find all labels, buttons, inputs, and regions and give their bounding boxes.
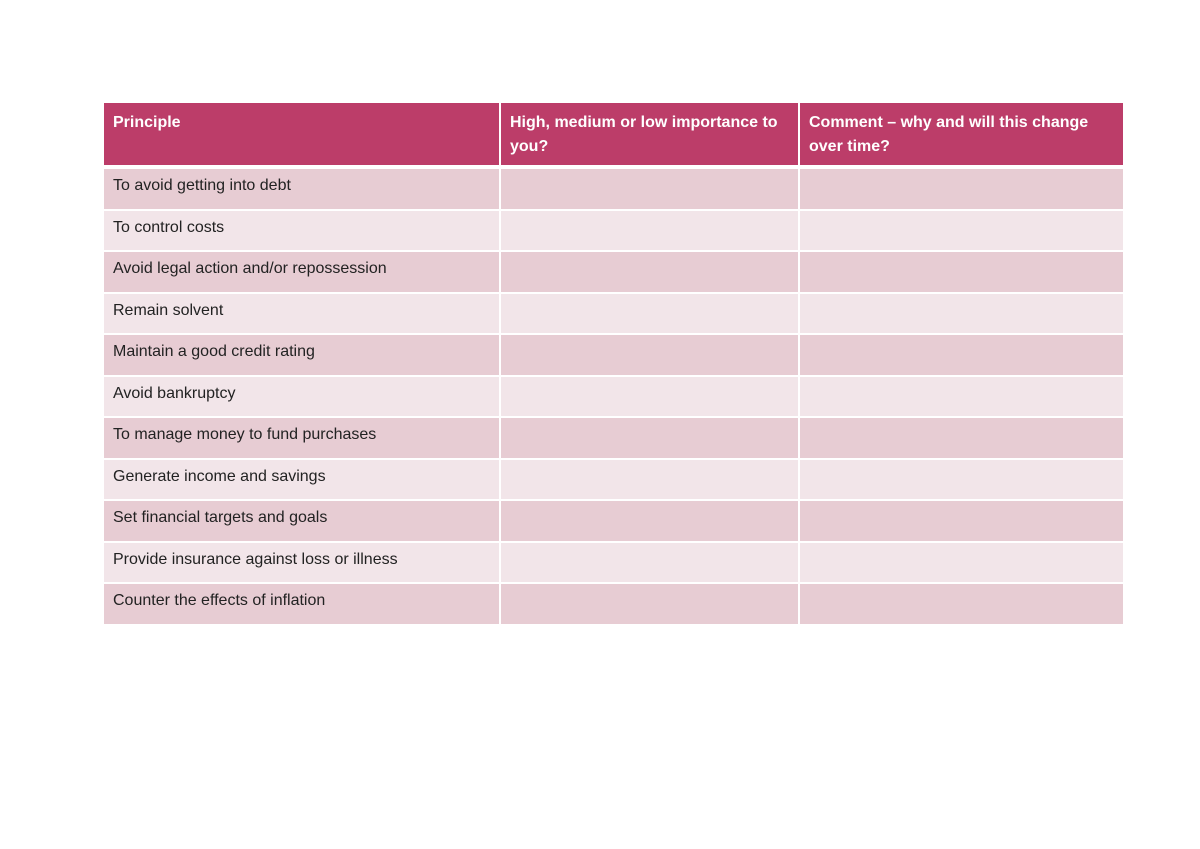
comment-cell[interactable] — [800, 501, 1123, 543]
importance-cell[interactable] — [501, 211, 800, 253]
table-row — [104, 252, 1123, 294]
principle-cell: Avoid bankruptcy — [104, 377, 501, 419]
comment-cell[interactable] — [800, 252, 1123, 294]
header-row — [104, 103, 1123, 169]
table-header — [104, 103, 1123, 169]
principle-cell: To avoid getting into debt — [104, 169, 501, 211]
principle-cell: Set financial targets and goals — [104, 501, 501, 543]
principle-cell: Generate income and savings — [104, 460, 501, 502]
comment-cell[interactable] — [800, 418, 1123, 460]
principle-cell: To manage money to fund purchases — [104, 418, 501, 460]
comment-cell[interactable] — [800, 377, 1123, 419]
importance-cell[interactable] — [501, 543, 800, 585]
table-row — [104, 584, 1123, 626]
table-body — [104, 169, 1123, 626]
table-row — [104, 335, 1123, 377]
comment-cell[interactable] — [800, 460, 1123, 502]
importance-cell[interactable] — [501, 584, 800, 626]
header-importance: High, medium or low importance to you? — [501, 103, 800, 169]
importance-cell[interactable] — [501, 294, 800, 336]
principles-table — [104, 103, 1123, 626]
importance-cell[interactable] — [501, 252, 800, 294]
importance-cell[interactable] — [501, 377, 800, 419]
table-row — [104, 418, 1123, 460]
principle-cell: Remain solvent — [104, 294, 501, 336]
header-principle: Principle — [104, 103, 501, 169]
principle-cell: Maintain a good credit rating — [104, 335, 501, 377]
importance-cell[interactable] — [501, 169, 800, 211]
table-row — [104, 460, 1123, 502]
importance-cell[interactable] — [501, 335, 800, 377]
importance-cell[interactable] — [501, 418, 800, 460]
principle-cell: Counter the effects of inflation — [104, 584, 501, 626]
comment-cell[interactable] — [800, 211, 1123, 253]
table-row — [104, 211, 1123, 253]
comment-cell[interactable] — [800, 543, 1123, 585]
principle-cell: To control costs — [104, 211, 501, 253]
header-comment: Comment – why and will this change over time? — [800, 103, 1123, 169]
table-row — [104, 543, 1123, 585]
principle-cell: Avoid legal action and/or repossession — [104, 252, 501, 294]
comment-cell[interactable] — [800, 294, 1123, 336]
principle-cell: Provide insurance against loss or illness — [104, 543, 501, 585]
table-row — [104, 294, 1123, 336]
table-row — [104, 169, 1123, 211]
comment-cell[interactable] — [800, 335, 1123, 377]
comment-cell[interactable] — [800, 584, 1123, 626]
table-row — [104, 377, 1123, 419]
importance-cell[interactable] — [501, 501, 800, 543]
comment-cell[interactable] — [800, 169, 1123, 211]
importance-cell[interactable] — [501, 460, 800, 502]
table-row — [104, 501, 1123, 543]
